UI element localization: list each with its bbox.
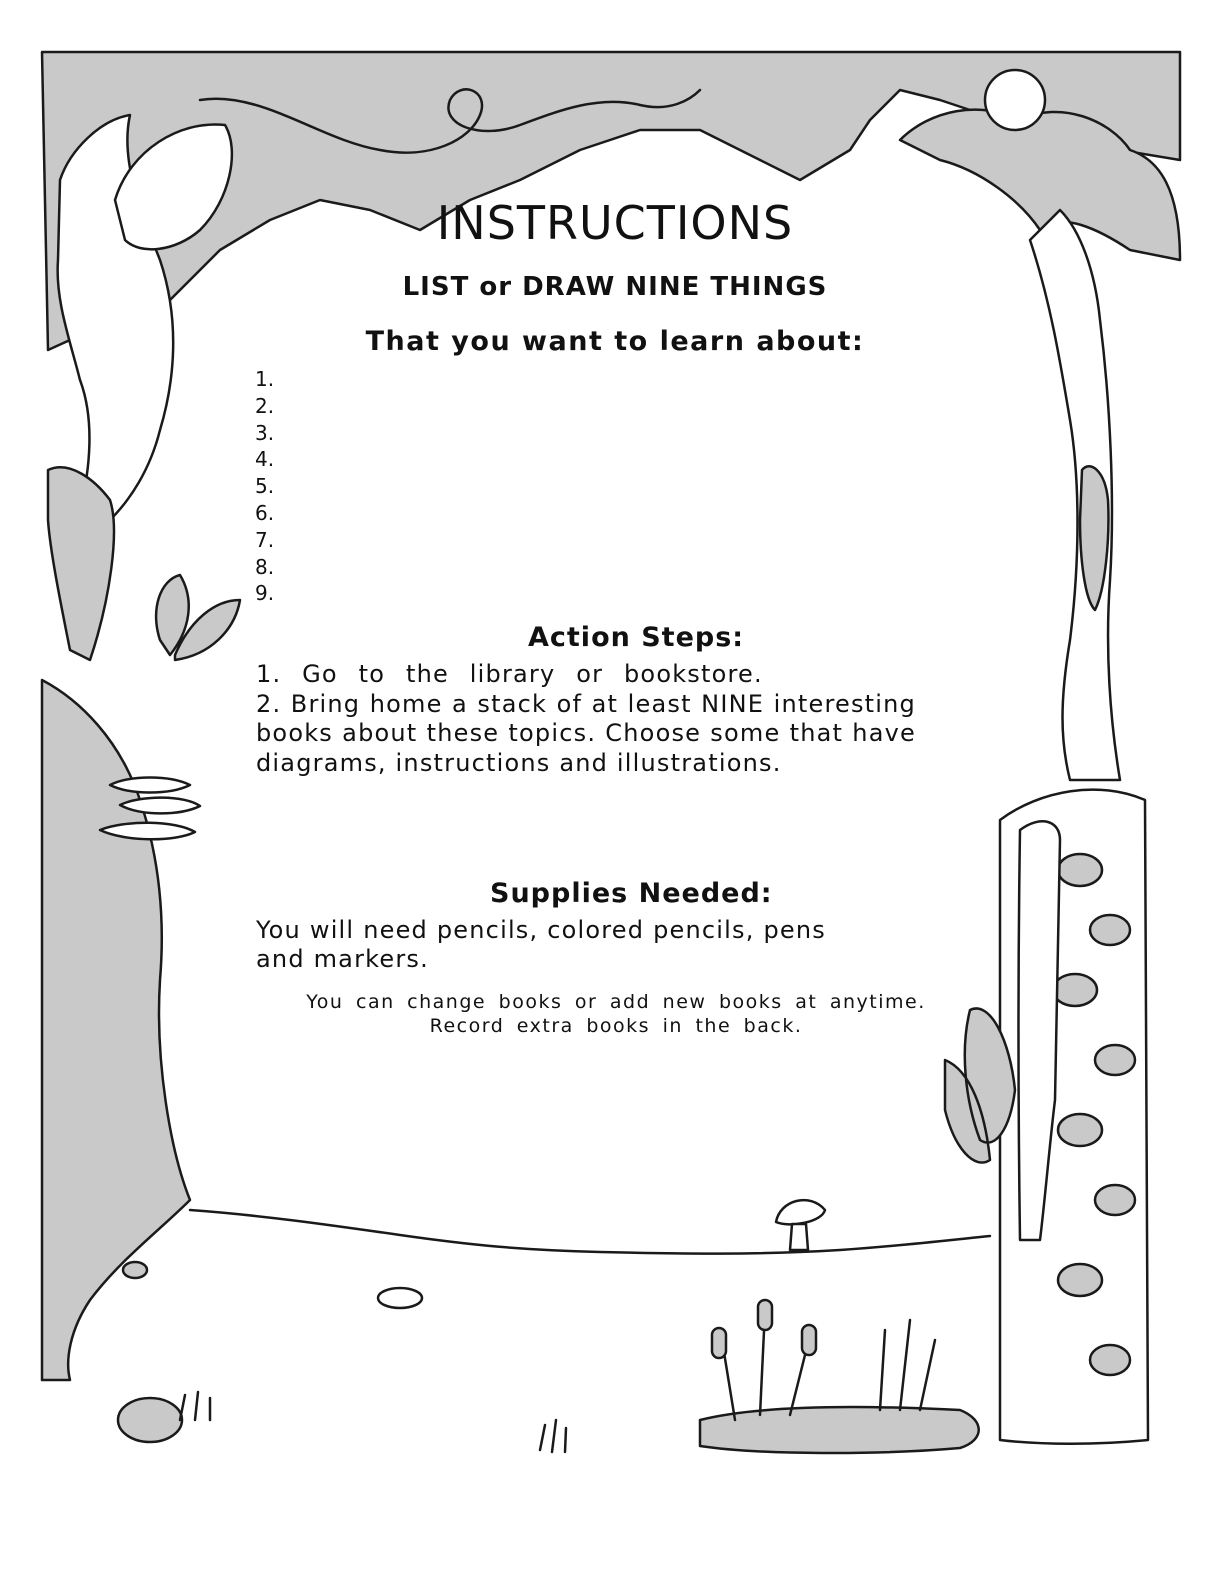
- action-step-2: 2. Bring home a stack of at least NINE interesting books about these topics. Choose some that have diagrams, instructions and illustrations.: [256, 690, 916, 777]
- list-item: 8.: [255, 554, 275, 579]
- books-note-line-1: You can change books or add new books at anytime.: [306, 991, 926, 1013]
- list-item: 9.: [255, 581, 275, 606]
- ground-line: [190, 1210, 990, 1254]
- rock: [118, 1398, 182, 1442]
- action-step-1: 1. Go to the library or bookstore.: [256, 660, 763, 688]
- list-item: 4.: [255, 447, 275, 472]
- mushroom: [776, 1200, 825, 1250]
- books-note-line-2: Record extra books in the back.: [429, 1015, 803, 1037]
- numbered-list: [255, 366, 274, 607]
- list-item: 6.: [255, 500, 275, 525]
- list-item: 1.: [255, 367, 275, 391]
- left-leaves: [156, 575, 240, 660]
- action-steps-heading: Action Steps:: [528, 622, 745, 653]
- books-note: [282, 990, 950, 1038]
- supplies-heading: Supplies Needed:: [490, 878, 773, 909]
- list-item: 2.: [255, 393, 275, 418]
- ball-on-branch: [985, 70, 1045, 130]
- list-item: 5.: [255, 474, 275, 499]
- list-item: 3.: [255, 420, 275, 445]
- page-title: INSTRUCTIONS: [436, 196, 794, 250]
- pond: [700, 1407, 979, 1453]
- supplies-text: You will need pencils, colored pencils, pens and markers.: [256, 916, 826, 974]
- list-item: 7.: [255, 527, 275, 552]
- page-subtitle: LIST or DRAW NINE THINGS: [402, 272, 828, 302]
- list-prompt: That you want to learn about:: [365, 326, 865, 357]
